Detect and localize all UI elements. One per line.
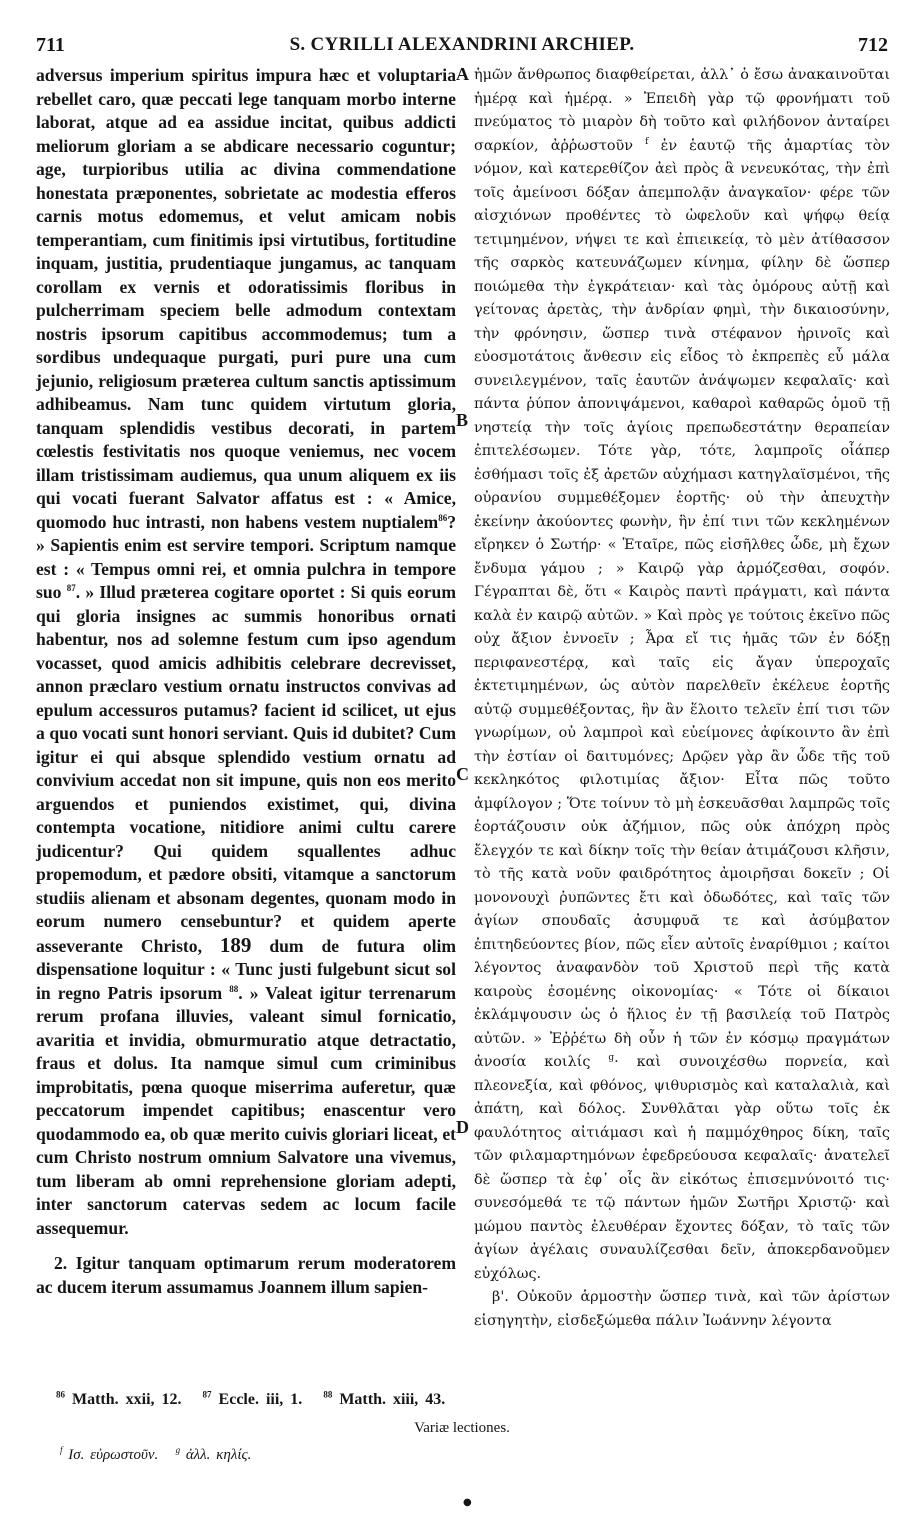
greek-text: · καὶ συνοιχέσθω πορνεία, καὶ πλεονεξία, καὶ φθόνος, ψιθυρισμὸς καὶ καταλαλιὰ, καὶ ἀπάτη, καὶ δόλος. Συνθλᾶται γὰρ οὕτω τοῖς ἐκ φαυλότητος αἰτιάμασι καὶ ἡ παμμόχθηρος δίκη, ταῖς τῶν φιλαμαρτημόνων ἐφεδρεύουσα κεφαλαῖς· ἀνατελεῖ δὲ ὥσπερ τὰ ἐφ᾽ οἷς ἂν εἰκότως ἐπισεμνύνοιτό τις· συνεσόμεθά τε τῷ πάντων ἡμῶν Σωτῆρι Χριστῷ· καὶ μώμου παντὸς ἐλευθέραν ἔχοντες δόξαν, τὸ ταῖς τῶν ἁγίων ἀγέλαις συναυλίζεσθαι δεῖν, ἀποκερδανοῦμεν εὐχόλως. — [474, 1054, 891, 1282]
latin-text: . » Illud præterea cogitare oportet : Si quis eorum qui gloria insignes ac summis honoribus ornati habentur, nos ad solemne festum cum ipso agendum vocasset, quod amicis adhibitis celebrare decrevisset, annon præclaro vestium ornatu instructos convivas ad epulum accessuros putamus? facient id scilicet, ut ejus a quo vocati sunt honori serviant. Quis id dubitet? Cum igitur ei qui absque splendido vestium ornatu ad convivium accedat non sit impune, quis non eos merito arguendos et puniendos existimet, qui, divina contempta vocatione, nitidiore animi cultu carere judicentur? Qui quidem squallentes adhuc propemodum, et pædore obsiti, vitamque a sanctorum studiis alienam et absonam degentes, quonam modo in eorum numero censebuntur? et quidem aperte asseverante Christo, — [36, 582, 456, 956]
greek-paragraph-1 — [474, 64, 890, 1286]
footnote-ref-87: 87 — [66, 583, 76, 594]
margin-letter-c: C — [456, 764, 469, 784]
print-speck: ● — [463, 1497, 472, 1508]
footnotes — [56, 1391, 445, 1409]
variant-readings — [60, 1447, 251, 1464]
greek-column — [474, 64, 890, 1333]
variants-heading: Variæ lectiones. — [414, 1420, 510, 1436]
latin-text: . » Valeat igitur terrenarum rerum profana illuvies, valeant simul fornicatio, avaritia et invidia, obmurmuratio atque detractatio, fraus et dolus. Ita namque simul cum criminibus improbitatis, pœna quoque miserrima auferetur, quæ peccatorum impendet capitibus; enascentur vero quodammodo ea, ob quæ merito cuivis gloriari liceat, et cum Christo nostrum omnium Salvatore una vivemus, tum liberam ab omni reprehensione gloriam adepti, inter sanctorum catervas sedem ac locum facile assequemur. — [36, 982, 456, 1238]
running-head: S. CYRILLI ALEXANDRINI ARCHIEP. — [289, 34, 635, 55]
footnote-number: 88 — [323, 1389, 333, 1400]
latin-paragraph-2: 2. Igitur tanquam optimarum rerum moderatorem ac ducem iterum assumamus Joannem illum sapien- — [36, 1253, 456, 1297]
greek-paragraph-2: β'. Οὐκοῦν ἁρμοστὴν ὥσπερ τινὰ, καὶ τῶν ἀρίστων εἰσηγητὴν, εἰσδεξώμεθα πάλιν Ἰωάννην λέγοντα — [474, 1289, 890, 1329]
margin-letter-b: B — [456, 410, 469, 430]
variant-text: ἀλλ. κηλίς. — [185, 1447, 252, 1463]
variant-ref-g: g — [608, 1053, 615, 1064]
latin-text: ? » Sapientis enim est servire tempori. Scriptum namque est : « Tempus omni rei, et omnia pulchra in tempore suo — [36, 511, 456, 602]
right-page-number: 712 — [858, 34, 888, 56]
footnote-text: Matth. xiii, 43. — [339, 1391, 446, 1408]
footnote-ref-86: 86 — [438, 512, 448, 523]
left-page-number: 711 — [36, 34, 65, 56]
latin-column — [36, 64, 456, 1299]
variant-mark: g — [175, 1445, 181, 1455]
footnote-number: 86 — [56, 1389, 65, 1400]
footnote-ref-88: 88 — [229, 983, 239, 994]
latin-text: dum de futura olim dispensatione loquitur : « Tunc justi fulgebunt sicut sol in regno Patris ipsorum — [36, 935, 456, 1003]
column-number: 189 — [219, 932, 252, 957]
margin-letter-a: A — [456, 64, 469, 84]
greek-text: ἡμῶν ἄνθρωπος διαφθείρεται, ἀλλ᾽ ὁ ἔσω ἀνακαινοῦται ἡμέρᾳ καὶ ἡμέρᾳ. » Ἐπειδὴ γὰρ τῷ φρονήματι τοῦ πνεύματος τὸ μιαρὸν δὴ τοῦτο καὶ φιλήδονον ἀνταίρει σαρκίον, ἀῤῥωστοῦν — [474, 67, 890, 154]
footnote-number: 87 — [202, 1389, 212, 1400]
footnote-text: Eccle. iii, 1. — [218, 1391, 303, 1408]
variant-text: Ισ. εὐρωστοῦν. — [68, 1447, 159, 1463]
variant-ref-f: f — [645, 136, 649, 147]
latin-text: adversus imperium spiritus impura hæc et voluptaria rebellet caro, quæ peccati lege tanquam morbo interne laborat, atque ad ea assidue incitat, quibus addicti meliorum gloriam a se abdicare necessario coguntur; age, turpioribus utilia ac divina commendatione honestata præponentes, sobrietate ac modestia efferos carnis motus edomemus, et velut amicam nobis temperantiam, cum finitimis ipsi virtutibus, fortitudine inquam, justitia, prudentiaque jungamus, ac tanquam corollam ex vernis et odoratissimis floribus in pulcherrimam speciem belle admodum contextam nostris ipsorum capitibus accommodemus; tum a sordibus undequaque purgati, puri pure una cum jejunio, religiosum præterea cultum sanctis aptissimum adhibeamus. Nam tunc quidem virtutum gloria, tanquam splendidis vestibus decorati, in partem cœlestis festivitatis nos quoque veniemus, nec vocem illam tristissimam audiemus, qua unum aliquem ex iis qui vocati fuerant Salvator affatus est : « Amice, quomodo huc intrasti, non habens vestem nuptialem — [36, 65, 456, 532]
variant-mark: f — [60, 1445, 63, 1455]
latin-paragraph-1 — [36, 64, 456, 1240]
footnote-text: Matth. xxii, 12. — [72, 1391, 182, 1408]
margin-letter-d: D — [456, 1117, 469, 1137]
greek-text: ἐν ἑαυτῷ τῆς ἁμαρτίας τὸν νόμον, καὶ κατερεθίζον ἀεὶ πρὸς ἃ νενευκότας, τὴν ἐπὶ τοῖς ἀμείνοσι δόξαν ἀπεμπολᾷν ἀναγκαῖον· φέρε τῶν αἰσχιόνων προθέντες τὸ ὠφελοῦν καὶ ψήφῳ θείᾳ τετιμημένον, νήψει τε καὶ ἐπιεικείᾳ, τὸ μὲν ἀτίθασσον τῆς σαρκὸς κατευνάζωμεν κίνημα, φίλην δὲ ὥσπερ ποιώμεθα τὴν ἐγκράτειαν· καὶ τὰς ὁμόρους αὐτῇ καὶ γείτονας ἀρετὰς, τὴν ἀνδρίαν φημὶ, τὴν δικαιοσύνην, τὴν φρόνησιν, ὥσπερ τινὰ στέφανον ἠρινοῖς καὶ εὐοσμοτάτοις ἄνθεσιν εἰς εἶδος τὸ ἐκπρεπὲς εὖ μάλα συνειλεγμένον, ταῖς ἑαυτῶν ἀνάψωμεν κεφαλαῖς· καὶ πάντα ῥύπον ἀπονιψάμενοι, καθαροὶ καθαρῶς ὁμοῦ τῇ νηστείᾳ τὴν τοῖς ἁγίοις πρεπωδεστάτην θεραπείαν ἐπιτελέσωμεν. Τότε γὰρ, τότε, λαμπροῖς οἷάπερ ἐσθήμασι τοῖς ἐξ ἀρετῶν αὐχήμασι κατηγλαϊσμένοι, τῆς οὐρανίου συμμεθέξομεν ἑορτῆς· οὐ τὴν ἀπευχτὴν ἐκείνην ἀκούοντες φωνὴν, ἣν ἐπί τινι τῶν κεκλημένων εἴρηκεν ὁ Σωτήρ· « Ἑταῖρε, πῶς εἰσῆλθες ὧδε, μὴ ἔχων ἔνδυμα γάμου ; » Καιρῷ γὰρ ἁρμόζεσθαι, σοφόν. Γέγραπται δὲ, ὅτι « Καιρὸς παντὶ πράγματι, καὶ πάντα καλὰ ἐν καιρῷ αὐτῶν. » Καὶ πρὸς γε τούτοις ἐκεῖνο πῶς οὐχ ἄξιον ἐννοεῖν ; Ἆρα εἴ τις ἡμᾶς τῶν ἐν δόξῃ περιφανεστέρᾳ, καὶ ταῖς εἰς ἄγαν ὑπεροχαῖς ἐκτετιμημένων, ὡς αὐτὸν παρελθεῖν ἐκέλευε ἑορτῆς αὐτῷ συμμεθέξοντας, ἣν ἂν ἕλοιτο τελεῖν ἐπί τισι τῶν γνωρίμων, οὐ λαμπροὶ καὶ εὐείμονες ἀφίκοιντο ἂν ἐπὶ τὴν ἑστίαν οἱ δαιτυμόνες; Δρῷεν γὰρ ἂν ὧδε τῆς τοῦ κεκληκότος φιλοτιμίας ἄξιον· Εἶτα πῶς τοῦτο ἀμφίλογον ; Ὅτε τοίνυν τὸ μὴ ἐσκευᾶσθαι λαμπρῶς τοῖς ἑορτάζουσιν οὐκ ἀζήμιον, πῶς οὐκ ἀπόχρη πρὸς ἔλεγχόν τε καὶ δίκην τοῖς τὴν θείαν ἀτιμάζουσι κλῆσιν, τὸ τῆς κατὰ νοῦν φαιδρότητος ἀμοιρῆσαι δοκεῖν ; Οἱ μονονουχὶ ῥυπῶντες ἔτι καὶ ὀδωδότες, καὶ ταῖς τῶν ἁγίων σπουδαῖς ἀσυμφυᾶ τε καὶ ἀσύμβατον ἐπιτηδεύοντες βίον, πῶς εἶεν αὐτοῖς ἐναρίθμιοι ; καίτοι λέγοντος ἀναφανδὸν τοῦ Χριστοῦ περὶ τῆς κατὰ καιροὺς ἐσομένης οἰκονομίας· « Τότε οἱ δίκαιοι ἐκλάμψουσιν ὡς ὁ ἥλιος ἐν τῇ βασιλείᾳ τοῦ Πατρὸς αὐτῶν. » Ἐῤῥέτω δὴ οὖν ἡ τῶν ἐν κόσμῳ πραγμάτων ἀνοσία κοιλίς — [474, 137, 890, 1070]
